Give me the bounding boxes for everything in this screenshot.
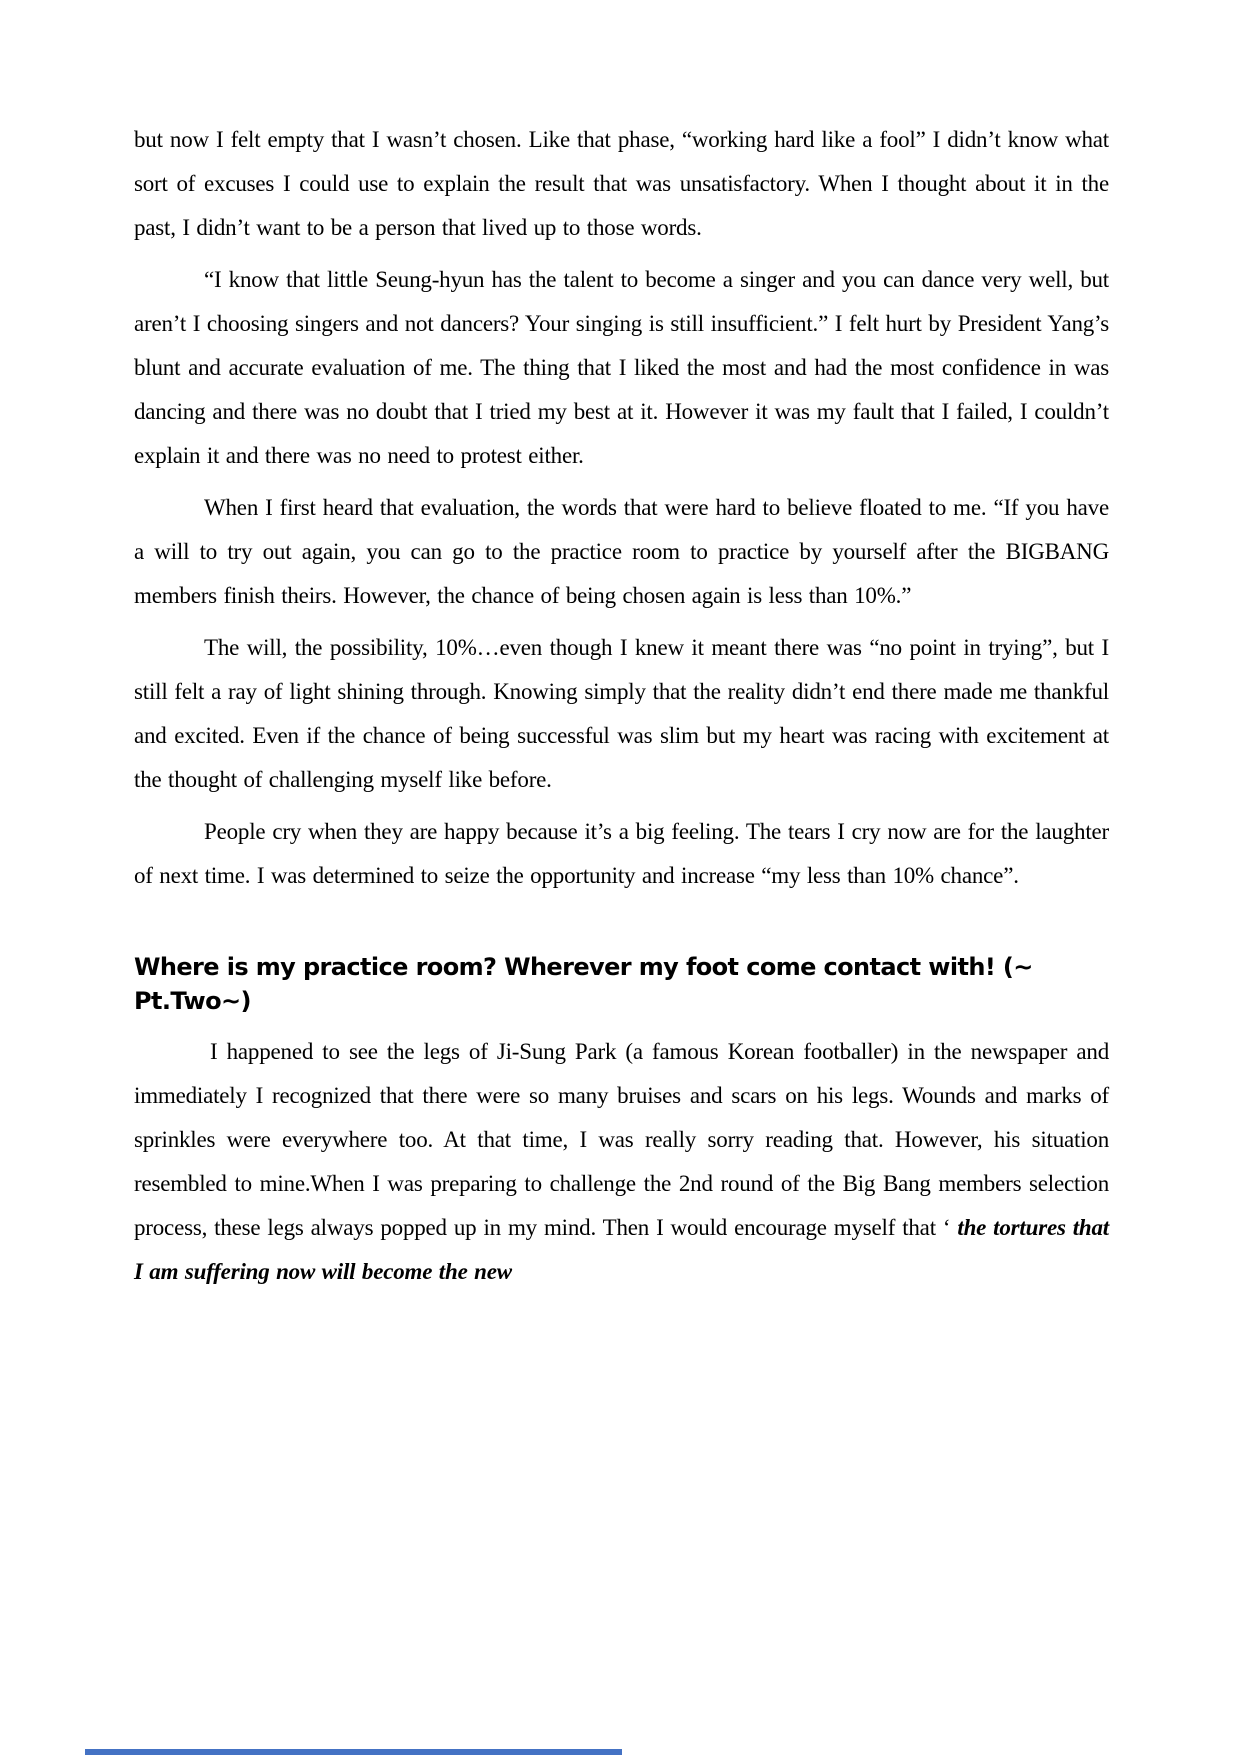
body-paragraph-continuation: but now I felt empty that I wasn’t chosen. Like that phase, “working hard like a fool” I didn’t know what sort of excuses I could use to explain the result that was unsatisfactory. When I thought about it in the past, I didn’t want to be a person that lived up to those words. — [134, 127, 1109, 240]
clipped-accent-bar — [85, 1749, 622, 1755]
page-content — [134, 118, 1109, 1294]
final-paragraph-normal-text: I happened to see the legs of Ji-Sung Park (a famous Korean footballer) in the newspaper and immediately I recognized that there were so many bruises and scars on his legs. Wounds and marks of sprinkles were everywhere too. At that time, I was really sorry reading that. However, his situation resembled to mine.When I was preparing to challenge the 2nd round of the Big Bang members selection process, these legs always popped up in my mind. Then I would encourage myself that ‘ — [134, 1039, 1109, 1240]
body-paragraph: When I first heard that evaluation, the words that were hard to believe floated to me. “If you have a will to try out again, you can go to the practice room to practice by yourself after the BIGBANG members finish theirs. However, the chance of being chosen again is less than 10%.” — [134, 495, 1109, 608]
final-paragraph-emphasis-text: the tortures that I am suffering now will become the new — [134, 1215, 1109, 1284]
body-paragraph-final — [134, 1030, 1109, 1294]
body-paragraph: People cry when they are happy because it’s a big feeling. The tears I cry now are for the laughter of next time. I was determined to seize the opportunity and increase “my less than 10% chance”. — [134, 819, 1109, 888]
body-paragraph: The will, the possibility, 10%…even though I knew it meant there was “no point in trying”, but I still felt a ray of light shining through. Knowing simply that the reality didn’t end there made me thankful and excited. Even if the chance of being successful was slim but my heart was racing with excitement at the thought of challenging myself like before. — [134, 635, 1109, 792]
section-heading: Where is my practice room? Wherever my foot come contact with! (~ Pt.Two~) — [134, 953, 1033, 1015]
body-paragraph: “I know that little Seung-hyun has the talent to become a singer and you can dance very well, but aren’t I choosing singers and not dancers? Your singing is still insufficient.” I felt hurt by President Yang’s blunt and accurate evaluation of me. The thing that I liked the most and had the most confidence in was dancing and there was no doubt that I tried my best at it. However it was my fault that I failed, I couldn’t explain it and there was no need to protest either. — [134, 267, 1109, 468]
